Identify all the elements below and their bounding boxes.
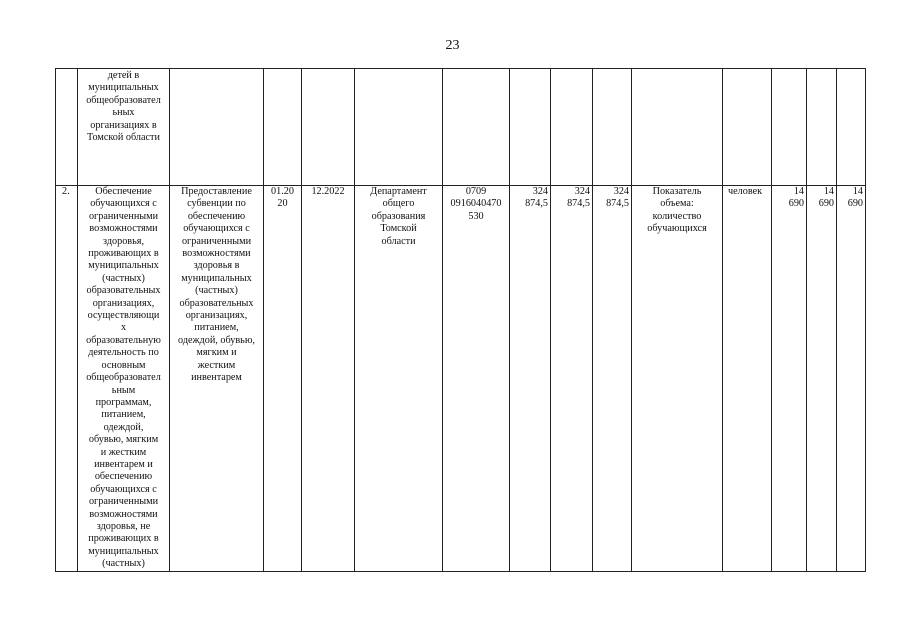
program-table: [55, 68, 866, 572]
cell-row-number: 2.: [56, 186, 78, 572]
cell-start-date: 01.20 20: [264, 186, 302, 572]
cell-empty: [510, 69, 551, 186]
cell-amount: 324 874,5: [593, 186, 632, 572]
cell-value: 14 690: [837, 186, 866, 572]
cell-amount: 324 874,5: [510, 186, 551, 572]
cell-empty: [772, 69, 807, 186]
cell-empty: [443, 69, 510, 186]
cell-empty: [302, 69, 355, 186]
cell-empty: [807, 69, 837, 186]
cell-empty: [632, 69, 723, 186]
cell-number: [56, 69, 78, 186]
cell-end-date: 12.2022: [302, 186, 355, 572]
cell-measure: Обеспечение обучающихся с ограниченными возможностями здоровья, проживающих в муниципальных (частных) образовательных организациях, осуществляющи х образовательную деятельность по основным общеобразовател ьным программам, питанием, одеждой, обувью, мягким и жестким инвентарем и обеспечению обучающихся с ограниченными возможностями здоровья, не проживающих в муниципальных (частных): [78, 186, 170, 572]
page-number: 23: [445, 38, 460, 53]
cell-empty: [264, 69, 302, 186]
cell-empty: [837, 69, 866, 186]
cell-subsidy: Предоставление субвенции по обеспечению обучающихся с ограниченными возможностями здоровья в муниципальных (частных) образовательных организациях, питанием, одеждой, обувью, мягким и жестким инвентарем: [170, 186, 264, 572]
cell-indicator: Показатель объема: количество обучающихся: [632, 186, 723, 572]
cell-measure-continued: детей в муниципальных общеобразовател ьных организациях в Томской области: [78, 69, 170, 186]
table-row-continuation: [56, 69, 866, 186]
table-row: [56, 186, 866, 572]
cell-empty: [723, 69, 772, 186]
cell-amount: 324 874,5: [551, 186, 593, 572]
cell-unit: человек: [723, 186, 772, 572]
cell-executor: Департамент общего образования Томской области: [355, 186, 443, 572]
cell-empty: [551, 69, 593, 186]
cell-empty: [170, 69, 264, 186]
cell-value: 14 690: [807, 186, 837, 572]
cell-value: 14 690: [772, 186, 807, 572]
cell-kbk: 0709 0916040470 530: [443, 186, 510, 572]
cell-empty: [355, 69, 443, 186]
cell-empty: [593, 69, 632, 186]
